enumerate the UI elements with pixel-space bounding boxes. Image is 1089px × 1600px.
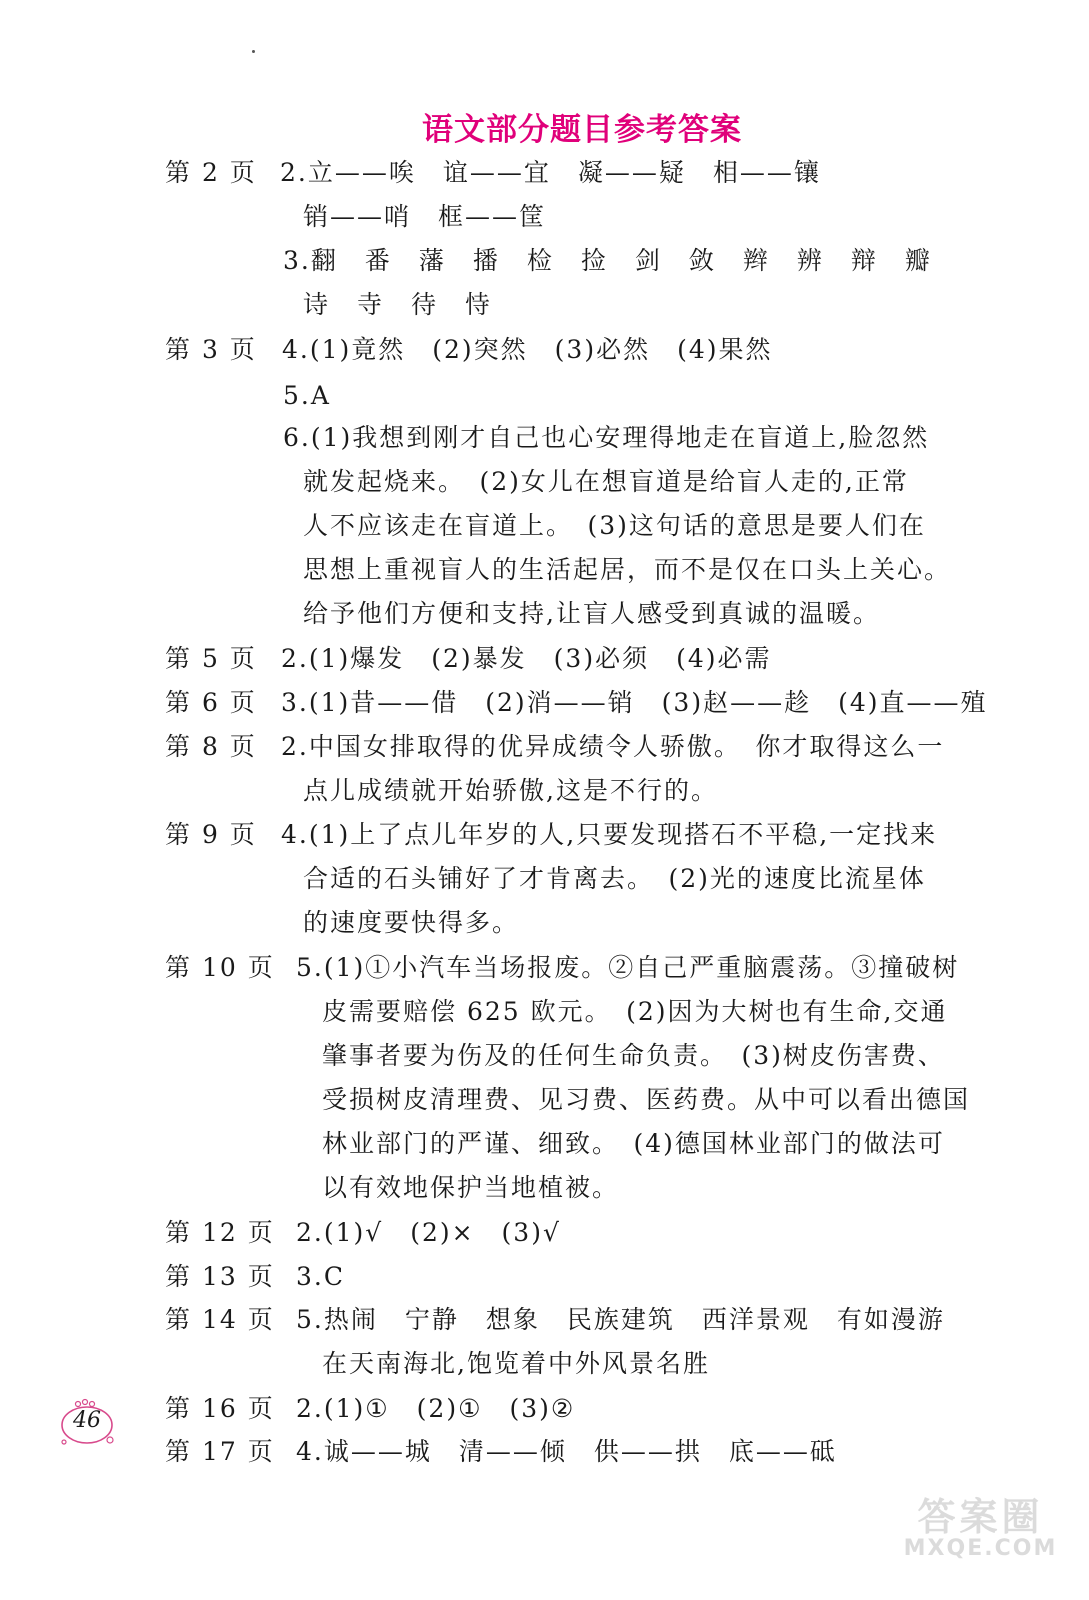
answer-line: 2.中国女排取得的优异成绩令人骄傲。 你才取得这么一 (281, 732, 945, 761)
entry-page-label: 第 10 页 (165, 953, 275, 982)
entry-page-label: 第 16 页 (165, 1394, 275, 1423)
entry-page-label: 第 2 页 (165, 158, 257, 187)
answer-line: 2.(1)爆发 (2)暴发 (3)必须 (4)必需 (281, 644, 772, 673)
answer-line: 人不应该走在盲道上。 (3)这句话的意思是要人们在 (303, 511, 926, 540)
watermark-url: MXQE.COM (903, 1536, 1058, 1561)
speck (252, 50, 255, 53)
answer-line: 林业部门的严谨、细致。 (4)德国林业部门的做法可 (322, 1129, 945, 1158)
entry-page-label: 第 9 页 (165, 820, 257, 849)
entry-page-label: 第 17 页 (165, 1437, 275, 1466)
answer-line: 5.A (283, 381, 331, 410)
answer-line: 销——哨 框——筐 (303, 202, 547, 231)
answer-line: 给予他们方便和支持,让盲人感受到真诚的温暖。 (303, 599, 880, 628)
answer-line: 诗 寺 待 恃 (303, 290, 493, 319)
page-number-badge (58, 1398, 116, 1450)
entry-page-label: 第 14 页 (165, 1305, 275, 1334)
entry-page-label: 第 5 页 (165, 644, 257, 673)
answer-line: 肇事者要为伤及的任何生命负责。 (3)树皮伤害费、 (322, 1041, 945, 1070)
answer-line: 在天南海北,饱览着中外风景名胜 (322, 1349, 710, 1378)
entry-page-label: 第 3 页 (165, 335, 257, 364)
answer-line: 5.热闹 宁静 想象 民族建筑 西洋景观 有如漫游 (296, 1305, 945, 1334)
answer-line: 2.立——唉 谊——宜 凝——疑 相——镶 (280, 158, 821, 187)
page-title: 语文部分题目参考答案 (422, 112, 742, 148)
entry-page-label: 第 12 页 (165, 1218, 275, 1247)
answer-line: 合适的石头铺好了才肯离去。 (2)光的速度比流星体 (303, 864, 926, 893)
answer-line: 4.(1)上了点儿年岁的人,只要发现搭石不平稳,一定找来 (281, 820, 938, 849)
answer-line: 3.翻 番 藩 播 检 捡 剑 敛 辫 辨 辩 瓣 (283, 246, 932, 275)
entry-page-label: 第 13 页 (165, 1262, 275, 1291)
answer-line: 2.(1)① (2)① (3)② (296, 1394, 576, 1423)
answer-line: 就发起烧来。 (2)女儿在想盲道是给盲人走的,正常 (303, 467, 909, 496)
answer-line: 皮需要赔偿 625 欧元。 (2)因为大树也有生命,交通 (322, 997, 948, 1026)
answer-line: 4.(1)竟然 (2)突然 (3)必然 (4)果然 (282, 335, 773, 364)
answer-line: 3.(1)昔——借 (2)消——销 (3)赵——趁 (4)直——殖 (281, 688, 988, 717)
answer-line: 2.(1)√ (2)× (3)√ (296, 1218, 561, 1247)
watermark (893, 1486, 1068, 1576)
answer-line: 思想上重视盲人的生活起居，而不是仅在口头上关心。 (303, 555, 952, 584)
answer-line: 6.(1)我想到刚才自己也心安理得地走在盲道上,脸忽然 (283, 423, 930, 452)
page-number: 46 (73, 1408, 101, 1433)
entry-page-label: 第 8 页 (165, 732, 257, 761)
answer-line: 以有效地保护当地植被。 (322, 1173, 620, 1202)
watermark-logo-text: 答案圈 (917, 1495, 1044, 1539)
answer-line: 点儿成绩就开始骄傲,这是不行的。 (303, 776, 718, 805)
answer-line: 4.诚——城 清——倾 供——拱 底——砥 (296, 1437, 837, 1466)
answer-line: 受损树皮清理费、见习费、医药费。从中可以看出德国 (322, 1085, 971, 1114)
answer-line: 的速度要快得多。 (303, 908, 520, 937)
answer-line: 3.C (296, 1262, 345, 1291)
answer-line: 5.(1)①小汽车当场报废。②自己严重脑震荡。③撞破树 (296, 953, 960, 982)
entry-page-label: 第 6 页 (165, 688, 257, 717)
